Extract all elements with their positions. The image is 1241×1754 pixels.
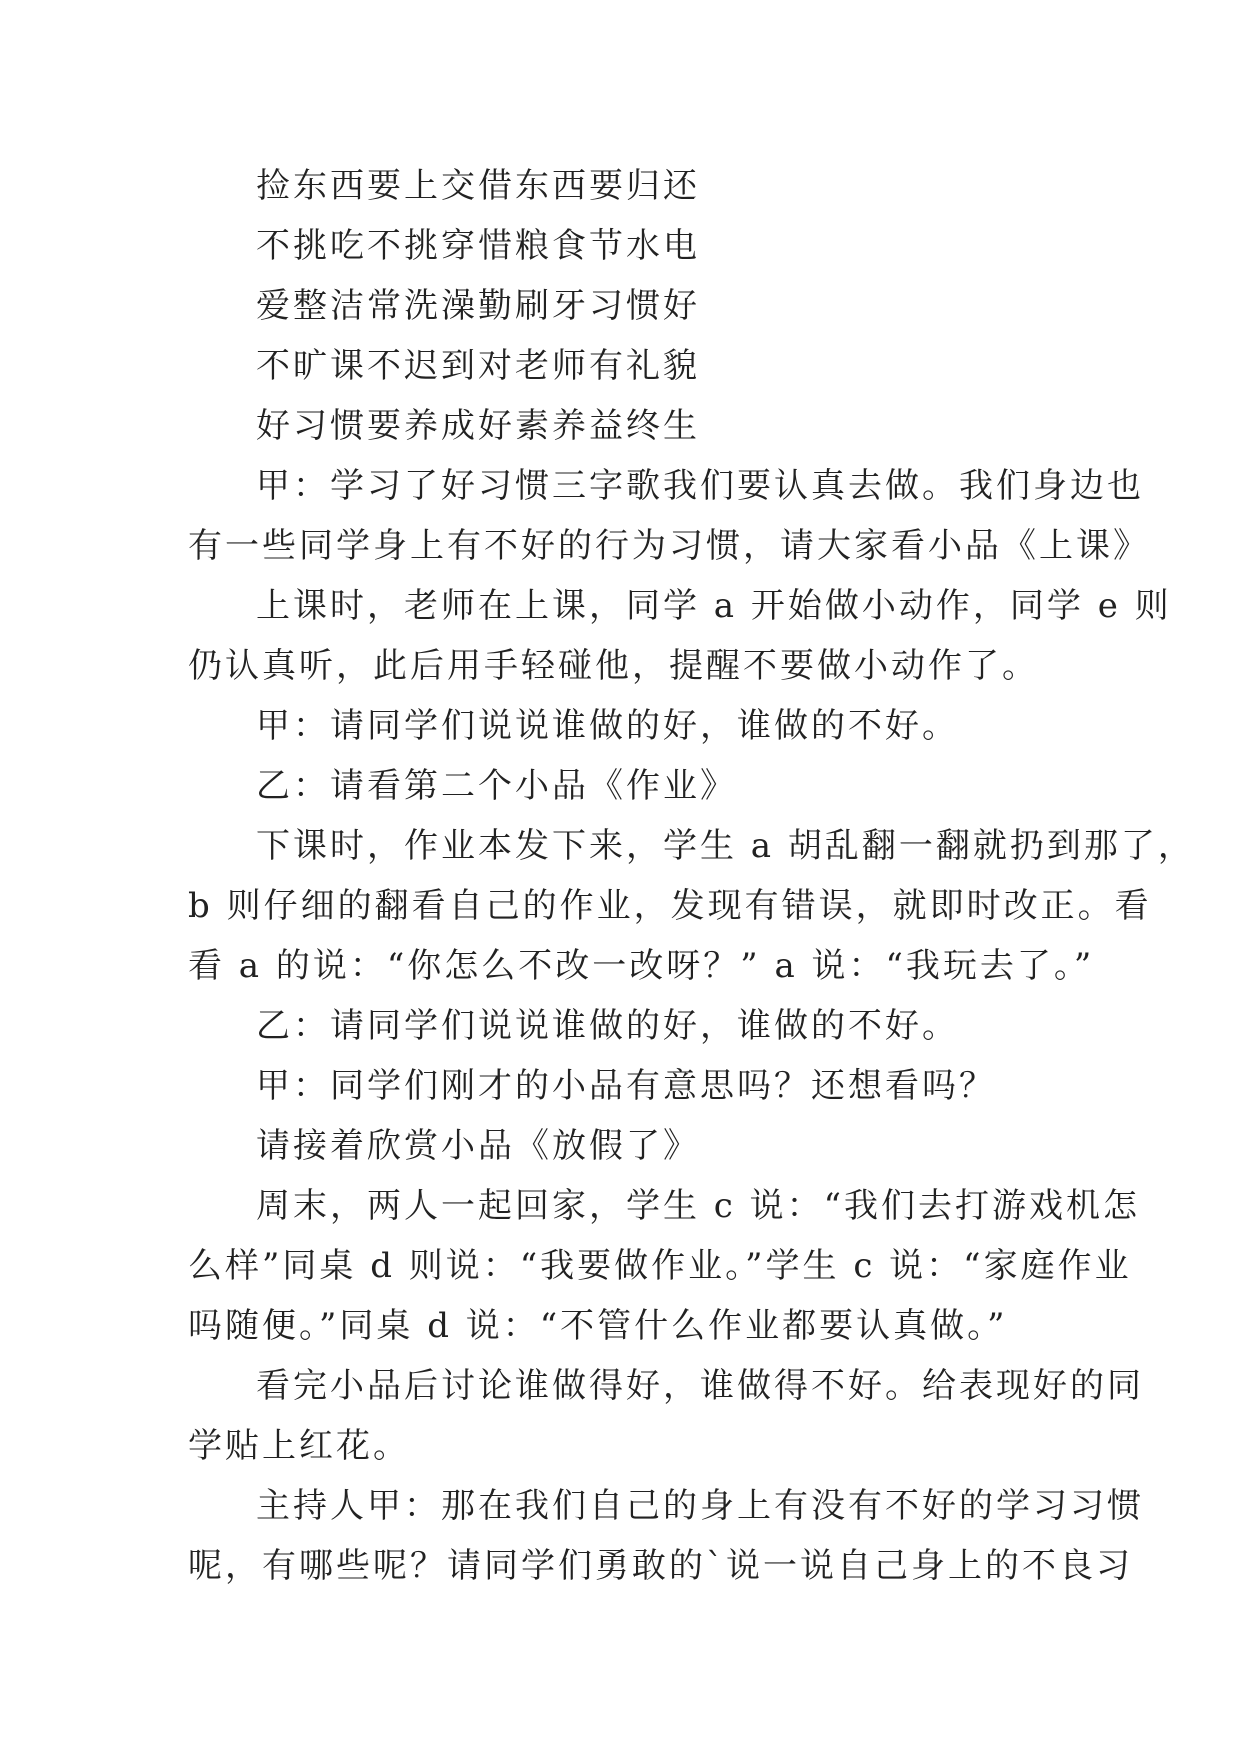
text-line: 周末，两人一起回家，学生 c 说：“我们去打游戏机怎	[256, 1186, 1141, 1226]
text-line: 乙：请看第二个小品《作业》	[256, 766, 737, 806]
document-body	[188, 156, 1195, 1596]
text-line: 不旷课不迟到对老师有礼貌	[256, 346, 700, 386]
text-line: 好习惯要养成好素养益终生	[256, 406, 700, 446]
text-line: 么样”同桌 d 则说：“我要做作业。”学生 c 说：“家庭作业	[188, 1246, 1132, 1286]
text-line: 呢，有哪些呢？请同学们勇敢的`说一说自己身上的不良习	[188, 1546, 1133, 1586]
text-line: 捡东西要上交借东西要归还	[256, 166, 700, 206]
text-line: 不挑吃不挑穿惜粮食节水电	[256, 226, 700, 266]
text-line: 甲：学习了好习惯三字歌我们要认真去做。我们身边也	[256, 466, 1144, 506]
text-line: 甲：请同学们说说谁做的好，谁做的不好。	[256, 706, 959, 746]
text-line: 下课时，作业本发下来，学生 a 胡乱翻一翻就扔到那了，	[256, 826, 1195, 866]
text-line: 看 a 的说：“你怎么不改一改呀？” a 说：“我玩去了。”	[188, 946, 1095, 986]
text-line: 甲：同学们刚才的小品有意思吗？还想看吗？	[256, 1066, 996, 1106]
text-line: b 则仔细的翻看自己的作业，发现有错误，就即时改正。看	[188, 886, 1152, 926]
text-line: 上课时，老师在上课，同学 a 开始做小动作，同学 e 则	[256, 586, 1172, 626]
text-line: 乙：请同学们说说谁做的好，谁做的不好。	[256, 1006, 959, 1046]
text-line: 看完小品后讨论谁做得好，谁做得不好。给表现好的同	[256, 1366, 1144, 1406]
text-line: 有一些同学身上有不好的行为习惯，请大家看小品《上课》	[188, 526, 1150, 566]
text-line: 吗随便。”同桌 d 说：“不管什么作业都要认真做。”	[188, 1306, 1008, 1346]
text-line: 爱整洁常洗澡勤刷牙习惯好	[256, 286, 700, 326]
text-line: 请接着欣赏小品《放假了》	[256, 1126, 700, 1166]
text-line: 仍认真听，此后用手轻碰他，提醒不要做小动作了。	[188, 646, 1039, 686]
text-line: 学贴上红花。	[188, 1426, 410, 1466]
text-line: 主持人甲：那在我们自己的身上有没有不好的学习习惯	[256, 1486, 1144, 1526]
